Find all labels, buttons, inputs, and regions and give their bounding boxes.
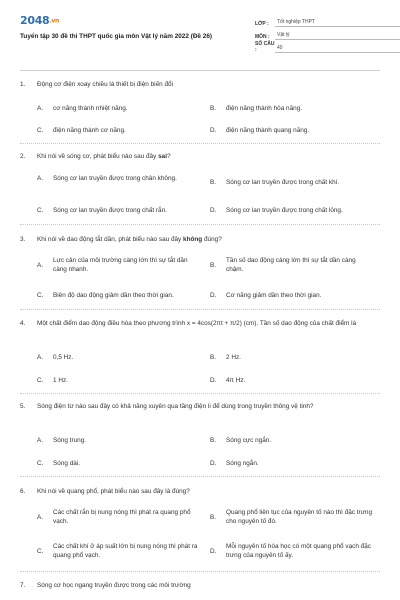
option-b[interactable]: B. 2 Hz. <box>210 354 241 361</box>
question-divider <box>20 476 380 477</box>
question-divider <box>20 143 380 144</box>
option-b[interactable]: B. điện năng thành hóa năng. <box>210 105 303 112</box>
question-7 <box>20 581 380 590</box>
meta-label: LỚP : <box>255 21 269 27</box>
option-a[interactable]: A. Các chất rắn bị nung nóng thì phát ra quang phổ vạch. <box>37 509 191 525</box>
meta-row-class <box>255 14 400 27</box>
meta-value: 40 <box>275 45 400 53</box>
option-c[interactable]: C. Sóng cơ lan truyền được trong chất rắn. <box>37 207 167 214</box>
question-text: Khi nói về quang phổ, phát biểu nào sau đây là đúng? <box>37 488 190 495</box>
question-number: 7. <box>20 582 26 589</box>
question-2 <box>20 152 380 214</box>
question-text: Động cơ điện xoay chiều là thiết bị điện biến đổi <box>37 81 173 88</box>
question-4 <box>20 319 380 384</box>
option-c[interactable]: C. Biên độ dao động giảm dần theo thời gian. <box>37 292 174 299</box>
question-6 <box>20 487 380 559</box>
exam-meta <box>255 14 400 53</box>
logo-suffix: .vn <box>49 17 59 25</box>
question-3 <box>20 235 380 299</box>
option-a[interactable]: A. Sóng trung. <box>37 437 87 444</box>
question-number: 3. <box>20 236 26 243</box>
option-c[interactable]: C. 1 Hz. <box>37 377 68 384</box>
question-number: 1. <box>20 81 26 88</box>
site-logo[interactable] <box>20 14 59 27</box>
option-d[interactable]: D. điện năng thành quang năng. <box>210 127 310 134</box>
header-divider <box>20 70 380 71</box>
question-text: Một chất điểm dao động điều hòa theo phương trình x = 4cos(2πt + π/2) (cm). Tần số dao động của chất điểm là <box>37 320 357 327</box>
option-b[interactable]: B. Sóng cơ lan truyền được trong chất khí. <box>210 179 340 186</box>
option-d[interactable]: D. Mỗi nguyên tố hóa học có một quang phổ vạch đặc trưng của nguyên tố ấy. <box>210 543 371 559</box>
question-divider <box>20 393 380 394</box>
question-text: Sóng cơ học ngang truyền được trong các môi trường <box>37 582 191 589</box>
meta-label: SỐ CÂU : <box>255 41 275 53</box>
question-text: Khi nói về sóng cơ, phát biểu nào sau đây sai? <box>37 153 171 160</box>
option-c[interactable]: C. điện năng thành cơ năng. <box>37 127 126 134</box>
option-b[interactable]: B. Sóng cực ngắn. <box>210 437 272 444</box>
question-number: 2. <box>20 153 26 160</box>
option-a[interactable]: A. cơ năng thành nhiệt năng. <box>37 105 128 112</box>
option-b[interactable]: B. Tần số dao động càng lớn thì sự tắt dần càng chậm. <box>210 257 356 273</box>
option-a[interactable]: A. Lực cản của môi trường càng lớn thì sự tắt dần càng nhanh. <box>37 257 188 273</box>
question-5 <box>20 402 380 467</box>
meta-row-count <box>255 40 400 53</box>
meta-value: Tốt nghiệp THPT <box>275 19 400 27</box>
question-number: 5. <box>20 403 26 410</box>
question-divider <box>20 224 380 225</box>
meta-row-subject <box>255 27 400 40</box>
question-number: 6. <box>20 488 26 495</box>
meta-label: MÔN : <box>255 34 270 40</box>
document-title: Tuyển tập 30 đề thi THPT quốc gia môn Vật lý năm 2022 (Đề 26) <box>20 33 212 40</box>
meta-value: Vật lý <box>275 32 400 40</box>
question-number: 4. <box>20 320 26 327</box>
question-divider <box>20 309 380 310</box>
option-d[interactable]: D. Sóng ngắn. <box>210 460 259 467</box>
option-c[interactable]: C. Sóng dài. <box>37 460 81 467</box>
option-c[interactable]: C. Các chất khí ở áp suất lớn bị nung nóng thì phát ra quang phổ vạch. <box>37 543 198 559</box>
question-text: Sóng điện từ nào sau đây có khả năng xuyên qua tầng điện li để dùng trong truyền thông vệ tinh? <box>37 403 314 410</box>
question-divider <box>20 571 380 572</box>
option-a[interactable]: A. Sóng cơ lan truyền được trong chân không. <box>37 175 177 182</box>
document-header <box>20 14 380 64</box>
option-d[interactable]: D. Sóng cơ lan truyền được trong chất lỏng. <box>210 207 343 214</box>
question-text: Khi nói về dao động tắt dần, phát biểu nào sau đây không đúng? <box>37 236 222 243</box>
option-a[interactable]: A. 0,5 Hz. <box>37 354 74 361</box>
option-b[interactable]: B. Quang phổ liên tục của nguyên tố nào thì đặc trưng cho nguyên tố đó. <box>210 509 373 525</box>
logo-main: 2048 <box>20 14 50 27</box>
option-d[interactable]: D. 4π Hz. <box>210 377 246 384</box>
option-d[interactable]: D. Cơ năng giảm dần theo thời gian. <box>210 292 322 299</box>
question-1 <box>20 80 380 134</box>
